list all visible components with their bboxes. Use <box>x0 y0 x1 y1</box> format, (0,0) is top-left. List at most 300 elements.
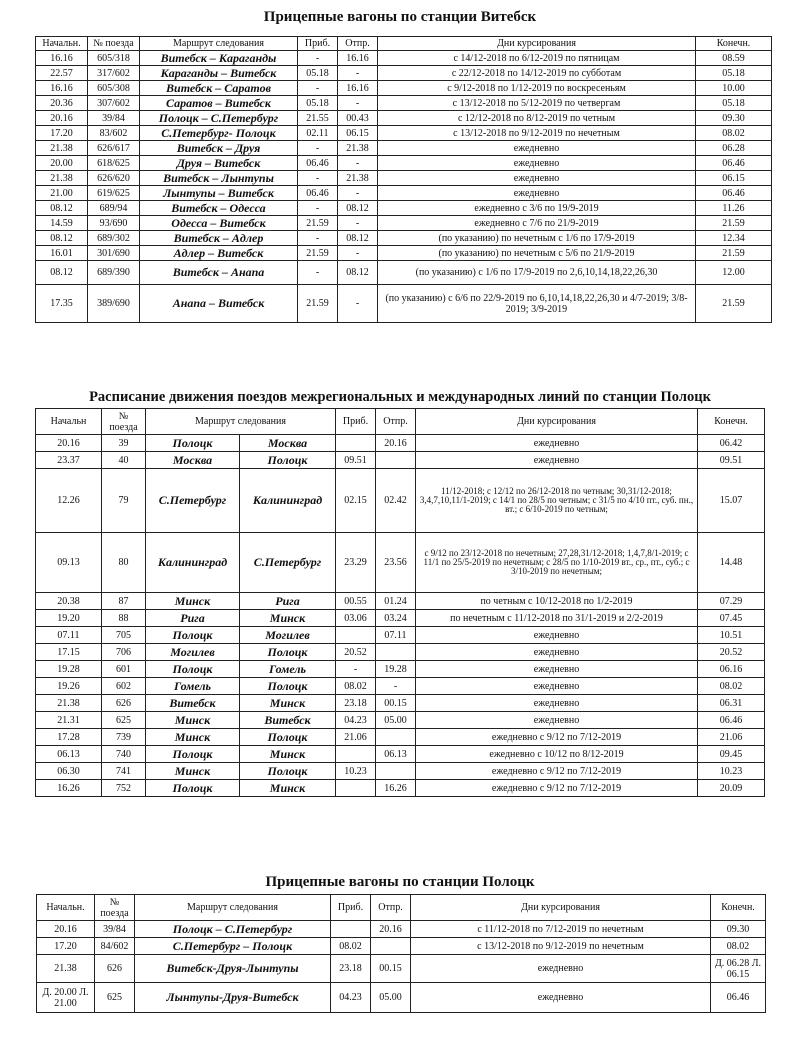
train-number-cell: 689/390 <box>88 261 140 285</box>
route-cell: Полоцк – С.Петербург <box>135 921 331 938</box>
table-row <box>36 746 765 763</box>
arrival-cell: - <box>336 661 376 678</box>
arrival-cell: 06.46 <box>298 186 338 201</box>
arrival-cell: 09.51 <box>336 452 376 469</box>
arrival-cell: - <box>298 231 338 246</box>
end-time-cell: 09.30 <box>711 921 766 938</box>
departure-cell: - <box>338 285 378 323</box>
running-days-cell: с 9/12-2018 по 1/12-2019 по воскресеньям <box>378 81 696 96</box>
route-to-cell: Рига <box>240 593 336 610</box>
start-time-cell: 17.28 <box>36 729 102 746</box>
departure-cell: - <box>376 678 416 695</box>
running-days-cell: с 13/12-2018 по 9/12-2019 по нечетным <box>411 938 711 955</box>
departure-cell: 16.16 <box>338 51 378 66</box>
arrival-cell: 21.59 <box>298 285 338 323</box>
end-time-cell: 06.46 <box>698 712 765 729</box>
start-time-cell: 06.13 <box>36 746 102 763</box>
running-days-cell: ежедневно с 9/12 по 7/12-2019 <box>416 763 698 780</box>
col-header: Приб. <box>331 895 371 921</box>
col-header: Конечн. <box>711 895 766 921</box>
running-days-cell: по четным с 10/12-2018 по 1/2-2019 <box>416 593 698 610</box>
route-cell: Витебск – Саратов <box>140 81 298 96</box>
table1 <box>35 36 772 323</box>
arrival-cell: - <box>298 201 338 216</box>
route-cell: С.Петербург – Полоцк <box>135 938 331 955</box>
route-from-cell: Минск <box>146 729 240 746</box>
table-row <box>36 712 765 729</box>
start-time-cell: 20.16 <box>36 435 102 452</box>
arrival-cell: 06.46 <box>298 156 338 171</box>
table-row <box>36 111 772 126</box>
running-days-cell: ежедневно <box>411 983 711 1013</box>
start-time-cell: 17.15 <box>36 644 102 661</box>
arrival-cell <box>336 746 376 763</box>
departure-cell: 06.15 <box>338 126 378 141</box>
route-cell: Витебск – Одесса <box>140 201 298 216</box>
route-from-cell: Гомель <box>146 678 240 695</box>
running-days-cell: ежедневно <box>378 156 696 171</box>
col-header: Отпр. <box>376 409 416 435</box>
running-days-cell: с 13/12-2018 по 9/12-2019 по нечетным <box>378 126 696 141</box>
departure-cell: 23.56 <box>376 533 416 593</box>
end-time-cell: 05.18 <box>696 96 772 111</box>
col-header: Начальн. <box>37 895 95 921</box>
route-from-cell: Минск <box>146 712 240 729</box>
end-time-cell: 07.29 <box>698 593 765 610</box>
start-time-cell: 17.35 <box>36 285 88 323</box>
end-time-cell: 07.45 <box>698 610 765 627</box>
departure-cell: 05.00 <box>376 712 416 729</box>
train-number-cell: 389/690 <box>88 285 140 323</box>
arrival-cell: 20.52 <box>336 644 376 661</box>
end-time-cell: 21.59 <box>696 285 772 323</box>
running-days-cell: (по указанию) по нечетным с 1/6 по 17/9-2019 <box>378 231 696 246</box>
arrival-cell: 05.18 <box>298 66 338 81</box>
train-number-cell: 605/308 <box>88 81 140 96</box>
route-to-cell: Полоцк <box>240 729 336 746</box>
arrival-cell: 02.11 <box>298 126 338 141</box>
route-from-cell: Рига <box>146 610 240 627</box>
table-row <box>36 678 765 695</box>
departure-cell: - <box>338 216 378 231</box>
table3-title: Прицепные вагоны по станции Полоцк <box>265 874 535 890</box>
departure-cell: 03.24 <box>376 610 416 627</box>
table-row <box>36 661 765 678</box>
train-number-cell: 626 <box>95 955 135 983</box>
train-number-cell: 625 <box>95 983 135 1013</box>
col-header: Дни курсирования <box>378 37 696 51</box>
start-time-cell: 21.38 <box>37 955 95 983</box>
table-row <box>36 452 765 469</box>
route-from-cell: Полоцк <box>146 661 240 678</box>
train-number-cell: 307/602 <box>88 96 140 111</box>
route-cell: Одесса – Витебск <box>140 216 298 231</box>
arrival-cell: 23.29 <box>336 533 376 593</box>
arrival-cell: - <box>298 51 338 66</box>
route-cell: Витебск-Друя-Лынтупы <box>135 955 331 983</box>
running-days-cell: по нечетным с 11/12-2018 по 31/1-2019 и 2/2-2019 <box>416 610 698 627</box>
table-row <box>36 201 772 216</box>
route-cell: Караганды – Витебск <box>140 66 298 81</box>
start-time-cell: 08.12 <box>36 231 88 246</box>
arrival-cell: 05.18 <box>298 96 338 111</box>
departure-cell: 08.12 <box>338 201 378 216</box>
departure-cell: 21.38 <box>338 141 378 156</box>
col-header: Дни курсирования <box>416 409 698 435</box>
running-days-cell: ежедневно <box>416 712 698 729</box>
end-time-cell: 09.30 <box>696 111 772 126</box>
departure-cell: 00.15 <box>376 695 416 712</box>
route-cell: Лынтупы – Витебск <box>140 186 298 201</box>
end-time-cell: 21.59 <box>696 246 772 261</box>
departure-cell: 00.43 <box>338 111 378 126</box>
departure-cell: 08.12 <box>338 261 378 285</box>
route-to-cell: Могилев <box>240 627 336 644</box>
train-number-cell: 626/620 <box>88 171 140 186</box>
route-cell: Анапа – Витебск <box>140 285 298 323</box>
table-row <box>36 285 772 323</box>
arrival-cell: 21.59 <box>298 246 338 261</box>
end-time-cell: 12.34 <box>696 231 772 246</box>
end-time-cell: 06.15 <box>696 171 772 186</box>
col-header: Маршрут следования <box>140 37 298 51</box>
start-time-cell: 21.38 <box>36 171 88 186</box>
departure-cell: 06.13 <box>376 746 416 763</box>
col-header: № поезда <box>102 409 146 435</box>
route-to-cell: Минск <box>240 746 336 763</box>
table-row <box>36 469 765 533</box>
arrival-cell: 23.18 <box>331 955 371 983</box>
train-number-cell: 740 <box>102 746 146 763</box>
route-to-cell: Полоцк <box>240 644 336 661</box>
train-number-cell: 741 <box>102 763 146 780</box>
table-row <box>36 126 772 141</box>
end-time-cell: Д. 06.28 Л. 06.15 <box>711 955 766 983</box>
route-cell: Витебск – Друя <box>140 141 298 156</box>
running-days-cell: ежедневно <box>416 435 698 452</box>
table-row <box>36 51 772 66</box>
start-time-cell: 21.00 <box>36 186 88 201</box>
train-number-cell: 739 <box>102 729 146 746</box>
train-number-cell: 39/84 <box>88 111 140 126</box>
start-time-cell: 20.36 <box>36 96 88 111</box>
arrival-cell: 08.02 <box>331 938 371 955</box>
train-number-cell: 752 <box>102 780 146 797</box>
col-header: Приб. <box>336 409 376 435</box>
route-to-cell: Полоцк <box>240 763 336 780</box>
table-row <box>37 955 766 983</box>
route-cell: Друя – Витебск <box>140 156 298 171</box>
running-days-cell: с 22/12-2018 по 14/12-2019 по субботам <box>378 66 696 81</box>
running-days-cell: с 13/12-2018 по 5/12-2019 по четвергам <box>378 96 696 111</box>
start-time-cell: 17.20 <box>36 126 88 141</box>
route-to-cell: Витебск <box>240 712 336 729</box>
table-row <box>36 156 772 171</box>
train-number-cell: 80 <box>102 533 146 593</box>
departure-cell: 01.24 <box>376 593 416 610</box>
route-to-cell: Москва <box>240 435 336 452</box>
table-row <box>36 261 772 285</box>
route-cell: Витебск – Адлер <box>140 231 298 246</box>
departure-cell: 07.11 <box>376 627 416 644</box>
end-time-cell: 10.00 <box>696 81 772 96</box>
departure-cell: 00.15 <box>371 955 411 983</box>
start-time-cell: 19.20 <box>36 610 102 627</box>
arrival-cell <box>336 627 376 644</box>
arrival-cell: - <box>298 171 338 186</box>
end-time-cell: 06.46 <box>696 186 772 201</box>
route-cell: Витебск – Лынтупы <box>140 171 298 186</box>
departure-cell: - <box>338 66 378 81</box>
departure-cell: 19.28 <box>376 661 416 678</box>
running-days-cell: 11/12-2018; с 12/12 по 26/12-2018 по четным; 30,31/12-2018; 3,4,7,10,11/1-2019; с 14/1 по 28/5 по четным; с 31/5 по 4/10 пт., суб. пн., вт.; с 6/10-2019 по четным; <box>416 469 698 533</box>
table-row <box>36 780 765 797</box>
train-number-cell: 79 <box>102 469 146 533</box>
end-time-cell: 15.07 <box>698 469 765 533</box>
route-from-cell: Москва <box>146 452 240 469</box>
table-row <box>37 983 766 1013</box>
train-number-cell: 83/602 <box>88 126 140 141</box>
route-to-cell: С.Петербург <box>240 533 336 593</box>
col-header: Маршрут следования <box>146 409 336 435</box>
train-number-cell: 618/625 <box>88 156 140 171</box>
route-to-cell: Полоцк <box>240 678 336 695</box>
arrival-cell: 21.59 <box>298 216 338 231</box>
table3-header-row <box>37 895 766 921</box>
start-time-cell: 20.38 <box>36 593 102 610</box>
table-row <box>36 141 772 156</box>
train-number-cell: 88 <box>102 610 146 627</box>
table-row <box>36 695 765 712</box>
train-number-cell: 626 <box>102 695 146 712</box>
start-time-cell: 08.12 <box>36 201 88 216</box>
table-row <box>36 171 772 186</box>
table2 <box>35 408 765 797</box>
start-time-cell: 20.00 <box>36 156 88 171</box>
route-from-cell: Витебск <box>146 695 240 712</box>
departure-cell: 21.38 <box>338 171 378 186</box>
start-time-cell: 21.38 <box>36 141 88 156</box>
departure-cell <box>371 938 411 955</box>
train-number-cell: 689/94 <box>88 201 140 216</box>
train-number-cell: 705 <box>102 627 146 644</box>
route-from-cell: С.Петербург <box>146 469 240 533</box>
running-days-cell: ежедневно <box>416 644 698 661</box>
start-time-cell: Д. 20.00 Л. 21.00 <box>37 983 95 1013</box>
arrival-cell: 10.23 <box>336 763 376 780</box>
train-number-cell: 39/84 <box>95 921 135 938</box>
train-number-cell: 626/617 <box>88 141 140 156</box>
arrival-cell <box>336 435 376 452</box>
end-time-cell: 21.06 <box>698 729 765 746</box>
end-time-cell: 06.46 <box>696 156 772 171</box>
table-row <box>36 627 765 644</box>
train-number-cell: 317/602 <box>88 66 140 81</box>
table2-header-row <box>36 409 765 435</box>
start-time-cell: 12.26 <box>36 469 102 533</box>
end-time-cell: 14.48 <box>698 533 765 593</box>
table-row <box>36 763 765 780</box>
arrival-cell: 21.06 <box>336 729 376 746</box>
train-number-cell: 39 <box>102 435 146 452</box>
running-days-cell: с 12/12-2018 по 8/12-2019 по четным <box>378 111 696 126</box>
table-row <box>36 246 772 261</box>
start-time-cell: 23.37 <box>36 452 102 469</box>
end-time-cell: 08.02 <box>711 938 766 955</box>
start-time-cell: 07.11 <box>36 627 102 644</box>
route-to-cell: Калининград <box>240 469 336 533</box>
col-header: Приб. <box>298 37 338 51</box>
departure-cell <box>376 763 416 780</box>
departure-cell: 20.16 <box>376 435 416 452</box>
route-cell: Витебск – Караганды <box>140 51 298 66</box>
arrival-cell: 08.02 <box>336 678 376 695</box>
train-number-cell: 301/690 <box>88 246 140 261</box>
col-header: Начальн <box>36 409 102 435</box>
start-time-cell: 16.16 <box>36 51 88 66</box>
train-number-cell: 619/625 <box>88 186 140 201</box>
route-from-cell: Полоцк <box>146 746 240 763</box>
route-cell: Адлер – Витебск <box>140 246 298 261</box>
route-to-cell: Минск <box>240 610 336 627</box>
running-days-cell: ежедневно <box>416 452 698 469</box>
running-days-cell: (по указанию) с 1/6 по 17/9-2019 по 2,6,10,14,18,22,26,30 <box>378 261 696 285</box>
start-time-cell: 06.30 <box>36 763 102 780</box>
col-header: № поезда <box>88 37 140 51</box>
running-days-cell: (по указанию) по нечетным с 5/6 по 21/9-2019 <box>378 246 696 261</box>
end-time-cell: 06.28 <box>696 141 772 156</box>
departure-cell: 16.26 <box>376 780 416 797</box>
start-time-cell: 21.38 <box>36 695 102 712</box>
end-time-cell: 20.52 <box>698 644 765 661</box>
table3 <box>36 894 766 1013</box>
running-days-cell: ежедневно <box>378 186 696 201</box>
end-time-cell: 09.45 <box>698 746 765 763</box>
end-time-cell: 10.51 <box>698 627 765 644</box>
table-row <box>36 66 772 81</box>
running-days-cell: с 9/12 по 23/12-2018 по нечетным; 27,28,31/12-2018; 1,4,7,8/1-2019; с 11/1 по 25/5-2019 по нечетным; с 28/5 по 1/10-2019 вт., ср., пт., суб.; с 3/10-2019 по нечетным; <box>416 533 698 593</box>
route-to-cell: Гомель <box>240 661 336 678</box>
running-days-cell: ежедневно с 9/12 по 7/12-2019 <box>416 729 698 746</box>
running-days-cell: ежедневно <box>411 955 711 983</box>
start-time-cell: 19.28 <box>36 661 102 678</box>
table-row <box>36 644 765 661</box>
table-row <box>36 729 765 746</box>
running-days-cell: ежедневно <box>416 661 698 678</box>
table-row <box>36 593 765 610</box>
col-header: Дни курсирования <box>411 895 711 921</box>
arrival-cell: - <box>298 261 338 285</box>
departure-cell: - <box>338 246 378 261</box>
departure-cell: - <box>338 96 378 111</box>
train-number-cell: 602 <box>102 678 146 695</box>
train-number-cell: 689/302 <box>88 231 140 246</box>
running-days-cell: ежедневно <box>416 695 698 712</box>
arrival-cell: 04.23 <box>331 983 371 1013</box>
start-time-cell: 19.26 <box>36 678 102 695</box>
start-time-cell: 22.57 <box>36 66 88 81</box>
running-days-cell: ежедневно с 3/6 по 19/9-2019 <box>378 201 696 216</box>
train-number-cell: 625 <box>102 712 146 729</box>
end-time-cell: 08.02 <box>698 678 765 695</box>
start-time-cell: 16.01 <box>36 246 88 261</box>
arrival-cell <box>336 780 376 797</box>
route-to-cell: Полоцк <box>240 452 336 469</box>
col-header: Конечн. <box>698 409 765 435</box>
route-cell: Полоцк – С.Петербург <box>140 111 298 126</box>
train-number-cell: 605/318 <box>88 51 140 66</box>
end-time-cell: 11.26 <box>696 201 772 216</box>
start-time-cell: 16.16 <box>36 81 88 96</box>
running-days-cell: ежедневно с 7/6 по 21/9-2019 <box>378 216 696 231</box>
departure-cell: - <box>338 186 378 201</box>
table-row <box>36 81 772 96</box>
train-number-cell: 87 <box>102 593 146 610</box>
route-from-cell: Минск <box>146 593 240 610</box>
end-time-cell: 06.16 <box>698 661 765 678</box>
arrival-cell: 21.55 <box>298 111 338 126</box>
end-time-cell: 09.51 <box>698 452 765 469</box>
table-row <box>36 533 765 593</box>
route-from-cell: Полоцк <box>146 780 240 797</box>
start-time-cell: 17.20 <box>37 938 95 955</box>
train-number-cell: 601 <box>102 661 146 678</box>
start-time-cell: 21.31 <box>36 712 102 729</box>
table-row <box>36 186 772 201</box>
running-days-cell: ежедневно <box>378 171 696 186</box>
running-days-cell: ежедневно с 10/12 по 8/12-2019 <box>416 746 698 763</box>
start-time-cell: 16.26 <box>36 780 102 797</box>
col-header: Начальн. <box>36 37 88 51</box>
departure-cell: 02.42 <box>376 469 416 533</box>
end-time-cell: 08.02 <box>696 126 772 141</box>
route-to-cell: Минск <box>240 780 336 797</box>
arrival-cell: 23.18 <box>336 695 376 712</box>
arrival-cell: 02.15 <box>336 469 376 533</box>
table-row <box>36 610 765 627</box>
train-number-cell: 84/602 <box>95 938 135 955</box>
col-header: Отпр. <box>338 37 378 51</box>
route-from-cell: Минск <box>146 763 240 780</box>
departure-cell: 20.16 <box>371 921 411 938</box>
route-from-cell: Могилев <box>146 644 240 661</box>
departure-cell: - <box>338 156 378 171</box>
table1-header-row <box>36 37 772 51</box>
running-days-cell: (по указанию) с 6/6 по 22/9-2019 по 6,10,14,18,22,26,30 и 4/7-2019; 3/8-2019; 3/9-2019 <box>378 285 696 323</box>
start-time-cell: 20.16 <box>37 921 95 938</box>
running-days-cell: ежедневно <box>416 627 698 644</box>
route-from-cell: Калининград <box>146 533 240 593</box>
departure-cell <box>376 729 416 746</box>
running-days-cell: ежедневно <box>378 141 696 156</box>
route-from-cell: Полоцк <box>146 627 240 644</box>
end-time-cell: 20.09 <box>698 780 765 797</box>
table-row <box>37 938 766 955</box>
col-header: № поезда <box>95 895 135 921</box>
departure-cell <box>376 644 416 661</box>
departure-cell: 16.16 <box>338 81 378 96</box>
start-time-cell: 20.16 <box>36 111 88 126</box>
table-row <box>36 435 765 452</box>
arrival-cell <box>331 921 371 938</box>
end-time-cell: 05.18 <box>696 66 772 81</box>
end-time-cell: 12.00 <box>696 261 772 285</box>
table-row <box>36 216 772 231</box>
start-time-cell: 14.59 <box>36 216 88 231</box>
arrival-cell: 04.23 <box>336 712 376 729</box>
table-row <box>37 921 766 938</box>
route-cell: Витебск – Анапа <box>140 261 298 285</box>
